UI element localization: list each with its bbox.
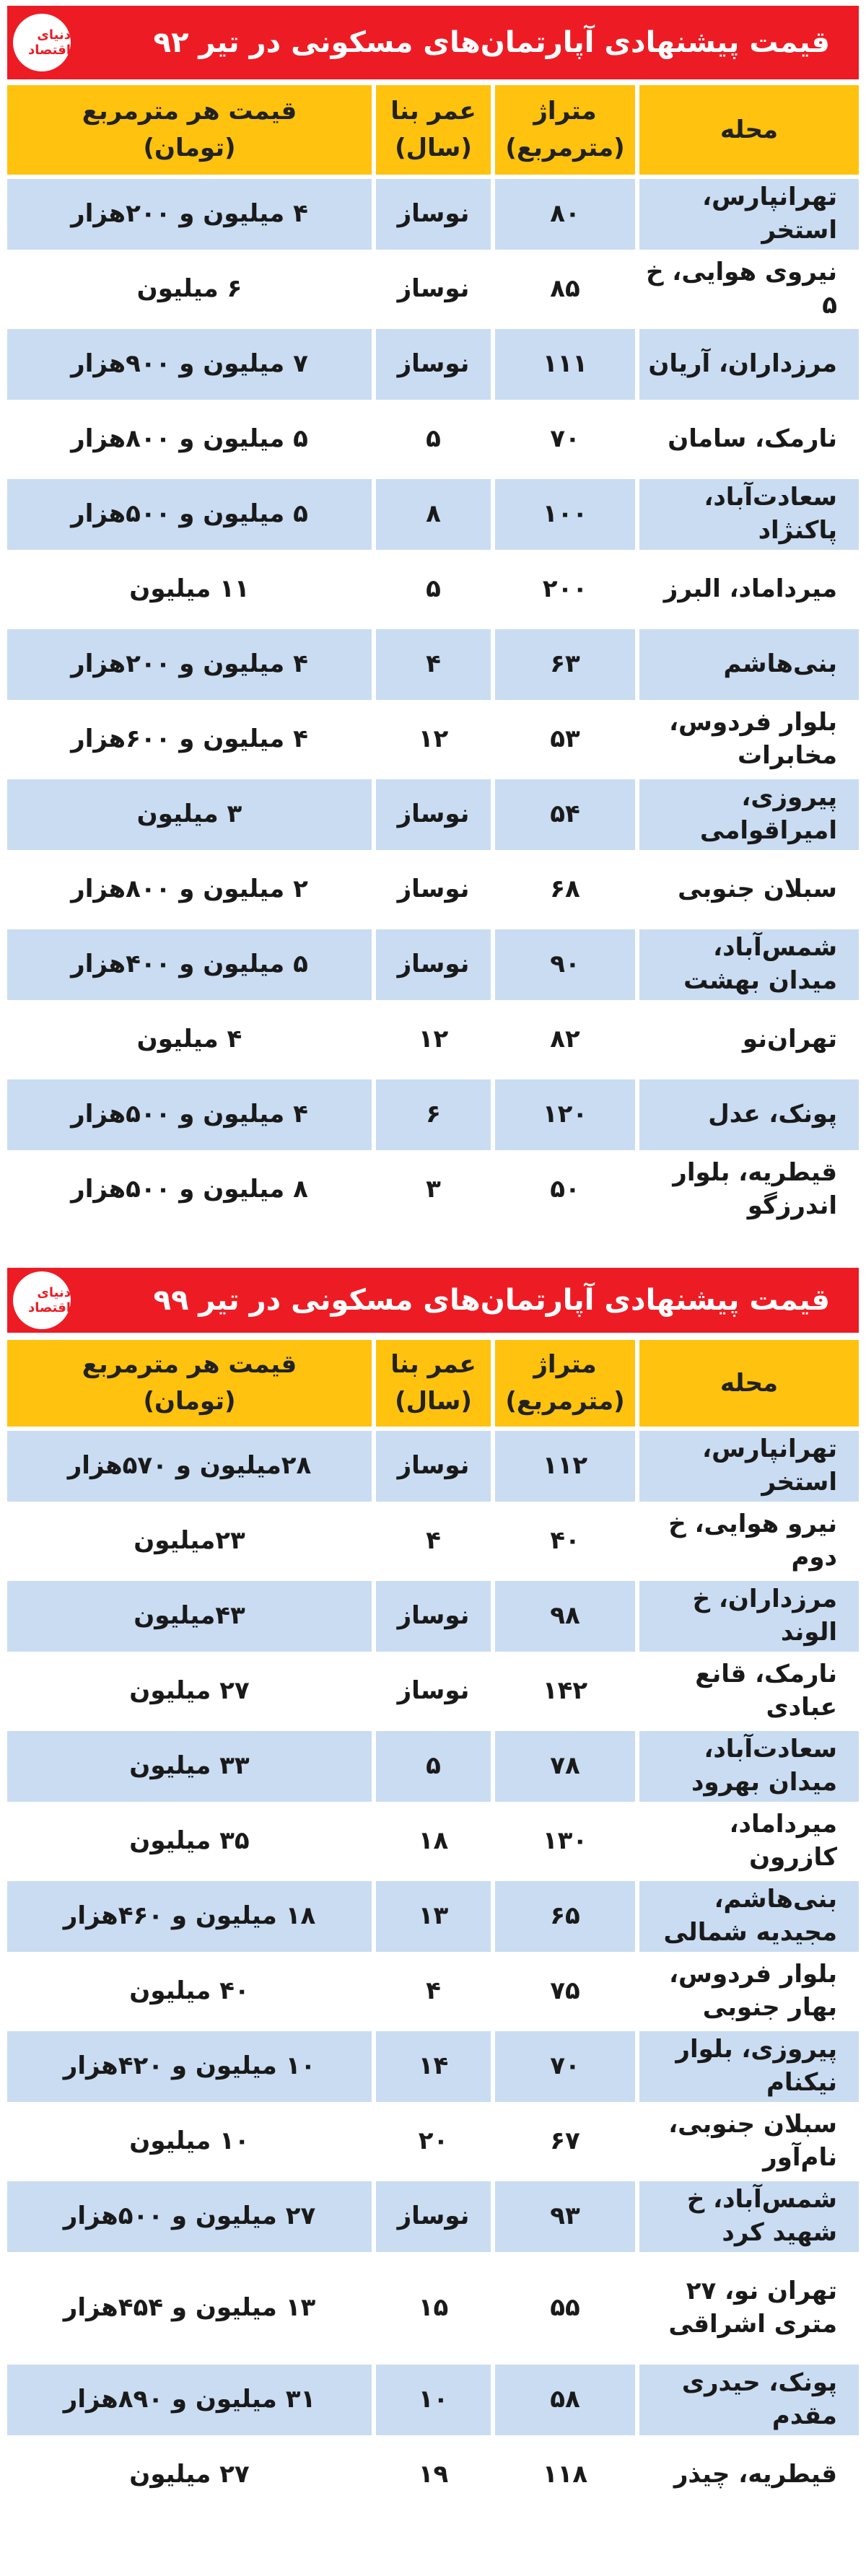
cell-age: نوساز [372,779,491,854]
cell-age: نوساز [372,929,491,1004]
header-size: متراژ (مترمربع) [491,1340,635,1431]
cell-size: ۹۸ [491,1581,635,1656]
cell-area: نیروی هوایی، خ ۵ [635,254,859,329]
cell-age: نوساز [372,329,491,404]
table-section-1392 [0,0,866,1245]
cell-price: ۲۷ میلیون و ۵۰۰هزار [7,2181,372,2256]
price-table-1399 [7,1340,859,2515]
publisher-logo: دنیای اقتصاد [13,14,71,71]
cell-age: ۱۹ [372,2440,491,2515]
cell-age: نوساز [372,179,491,254]
cell-age: ۲۰ [372,2106,491,2181]
table-row [7,1155,859,1230]
table-row [7,2440,859,2515]
cell-price: ۲ میلیون و ۸۰۰هزار [7,854,372,929]
table-title: قیمت پیشنهادی آپارتمان‌های مسکونی در تیر ۹۲ [7,6,859,79]
cell-area: پیروزی، بلوار نیکنام [635,2031,859,2106]
cell-size: ۲۰۰ [491,554,635,629]
cell-size: ۵۳ [491,704,635,779]
cell-age: نوساز [372,254,491,329]
cell-size: ۱۰۰ [491,479,635,554]
table-row [7,1506,859,1581]
cell-size: ۱۱۱ [491,329,635,404]
cell-age: ۴ [372,629,491,704]
cell-area: سعادت‌آباد، میدان بهرود [635,1731,859,1806]
table-row [7,1956,859,2031]
cell-price: ۳۳ میلیون [7,1731,372,1806]
cell-size: ۴۰ [491,1506,635,1581]
cell-age: ۱۰ [372,2365,491,2440]
cell-size: ۱۱۸ [491,2440,635,2515]
cell-price: ۴ میلیون و ۶۰۰هزار [7,704,372,779]
cell-size: ۸۰ [491,179,635,254]
cell-area: قیطریه، چیذر [635,2440,859,2515]
cell-area: نارمک، سامان [635,404,859,479]
cell-age: نوساز [372,854,491,929]
header-age: عمر بنا (سال) [372,1340,491,1431]
cell-price: ۴ میلیون [7,1004,372,1079]
cell-size: ۷۵ [491,1956,635,2031]
table-row [7,854,859,929]
cell-area: پونک، حیدری مقدم [635,2365,859,2440]
cell-price: ۲۸میلیون و ۵۷۰هزار [7,1431,372,1506]
cell-size: ۹۳ [491,2181,635,2256]
cell-size: ۶۷ [491,2106,635,2181]
cell-size: ۸۲ [491,1004,635,1079]
cell-area: مرزداران، آریان [635,329,859,404]
header-size: متراژ (مترمربع) [491,85,635,179]
table-row [7,2106,859,2181]
cell-price: ۴۰ میلیون [7,1956,372,2031]
cell-size: ۵۰ [491,1155,635,1230]
cell-price: ۱۰ میلیون و ۴۲۰هزار [7,2031,372,2106]
table-title: قیمت پیشنهادی آپارتمان‌های مسکونی در تیر ۹۹ [7,1268,859,1333]
table-row [7,929,859,1004]
cell-area: سعادت‌آباد، پاکنژاد [635,479,859,554]
cell-age: ۵ [372,554,491,629]
cell-price: ۲۷ میلیون [7,1656,372,1731]
table-row [7,2031,859,2106]
cell-area: تهران‌نو [635,1004,859,1079]
cell-area: میرداماد، البرز [635,554,859,629]
cell-price: ۱۳ میلیون و ۴۵۴هزار [7,2256,372,2365]
cell-price: ۱۰ میلیون [7,2106,372,2181]
table-row [7,1079,859,1155]
cell-size: ۹۰ [491,929,635,1004]
cell-size: ۵۵ [491,2256,635,2365]
cell-price: ۶ میلیون [7,254,372,329]
cell-age: ۴ [372,1506,491,1581]
cell-price: ۳ میلیون [7,779,372,854]
table-row [7,1881,859,1956]
cell-price: ۳۱ میلیون و ۸۹۰هزار [7,2365,372,2440]
cell-area: پونک، عدل [635,1079,859,1155]
cell-price: ۴ میلیون و ۵۰۰هزار [7,1079,372,1155]
cell-size: ۶۵ [491,1881,635,1956]
table-body [7,179,859,1230]
header-area: محله [635,1340,859,1431]
cell-area: تهرانپارس، استخر [635,1431,859,1506]
header-age: عمر بنا (سال) [372,85,491,179]
cell-price: ۲۳میلیون [7,1506,372,1581]
cell-size: ۷۰ [491,2031,635,2106]
cell-area: شمس‌آباد، خ شهید کرد [635,2181,859,2256]
cell-price: ۴۳میلیون [7,1581,372,1656]
cell-age: نوساز [372,2181,491,2256]
cell-size: ۱۱۲ [491,1431,635,1506]
cell-age: ۳ [372,1155,491,1230]
cell-area: تهران نو، ۲۷ متری اشراقی [635,2256,859,2365]
cell-area: بنی‌هاشم، مجیدیه شمالی [635,1881,859,1956]
cell-price: ۵ میلیون و ۸۰۰هزار [7,404,372,479]
cell-area: بلوار فردوس، مخابرات [635,704,859,779]
table-row [7,179,859,254]
cell-price: ۲۷ میلیون [7,2440,372,2515]
cell-age: ۱۲ [372,704,491,779]
cell-price: ۷ میلیون و ۹۰۰هزار [7,329,372,404]
cell-size: ۵۸ [491,2365,635,2440]
cell-area: میرداماد، کازرون [635,1806,859,1881]
cell-price: ۱۱ میلیون [7,554,372,629]
cell-size: ۵۴ [491,779,635,854]
cell-age: ۱۳ [372,1881,491,1956]
cell-age: ۱۴ [372,2031,491,2106]
table-row [7,254,859,329]
cell-age: ۴ [372,1956,491,2031]
cell-area: تهرانپارس، استخر [635,179,859,254]
table-row [7,1004,859,1079]
cell-price: ۳۵ میلیون [7,1806,372,1881]
table-row [7,554,859,629]
cell-price: ۴ میلیون و ۲۰۰هزار [7,629,372,704]
header-price: قیمت هر مترمربع (تومان) [7,85,372,179]
table-row [7,779,859,854]
table-row [7,1581,859,1656]
cell-age: ۱۲ [372,1004,491,1079]
table-row [7,1656,859,1731]
cell-size: ۱۲۰ [491,1079,635,1155]
cell-age: ۸ [372,479,491,554]
cell-age: ۵ [372,404,491,479]
cell-price: ۱۸ میلیون و ۴۶۰هزار [7,1881,372,1956]
table-row [7,704,859,779]
header-area: محله [635,85,859,179]
cell-area: پیروزی، امیراقوامی [635,779,859,854]
cell-area: نارمک، قانع عبادی [635,1656,859,1731]
header-price: قیمت هر مترمربع (تومان) [7,1340,372,1431]
table-row [7,329,859,404]
table-row [7,2181,859,2256]
cell-size: ۷۰ [491,404,635,479]
table-row [7,404,859,479]
table-row [7,1806,859,1881]
cell-area: مرزداران، خ الوند [635,1581,859,1656]
table-row [7,1731,859,1806]
cell-area: بنی‌هاشم [635,629,859,704]
table-row [7,2256,859,2365]
cell-price: ۵ میلیون و ۵۰۰هزار [7,479,372,554]
cell-age: ۶ [372,1079,491,1155]
cell-price: ۸ میلیون و ۵۰۰هزار [7,1155,372,1230]
cell-age: ۱۸ [372,1806,491,1881]
cell-age: نوساز [372,1656,491,1731]
cell-area: سبلان جنوبی، نام‌آور [635,2106,859,2181]
cell-size: ۶۳ [491,629,635,704]
cell-area: نیرو هوایی، خ دوم [635,1506,859,1581]
cell-area: سبلان جنوبی [635,854,859,929]
cell-size: ۷۸ [491,1731,635,1806]
table-body [7,1431,859,2515]
table-row [7,1431,859,1506]
table-row [7,2365,859,2440]
cell-size: ۶۸ [491,854,635,929]
cell-area: شمس‌آباد، میدان بهشت [635,929,859,1004]
price-table-1392 [7,85,859,1230]
table-row [7,479,859,554]
cell-size: ۱۴۲ [491,1656,635,1731]
cell-area: قیطریه، بلوار اندرزگو [635,1155,859,1230]
publisher-logo: دنیای اقتصاد [13,1271,71,1329]
cell-area: بلوار فردوس، بهار جنوبی [635,1956,859,2031]
cell-price: ۴ میلیون و ۲۰۰هزار [7,179,372,254]
cell-size: ۸۵ [491,254,635,329]
cell-price: ۵ میلیون و ۴۰۰هزار [7,929,372,1004]
cell-size: ۱۳۰ [491,1806,635,1881]
cell-age: نوساز [372,1581,491,1656]
cell-age: ۵ [372,1731,491,1806]
table-row [7,629,859,704]
table-section-1399 [0,1245,866,2576]
cell-age: ۱۵ [372,2256,491,2365]
cell-age: نوساز [372,1431,491,1506]
